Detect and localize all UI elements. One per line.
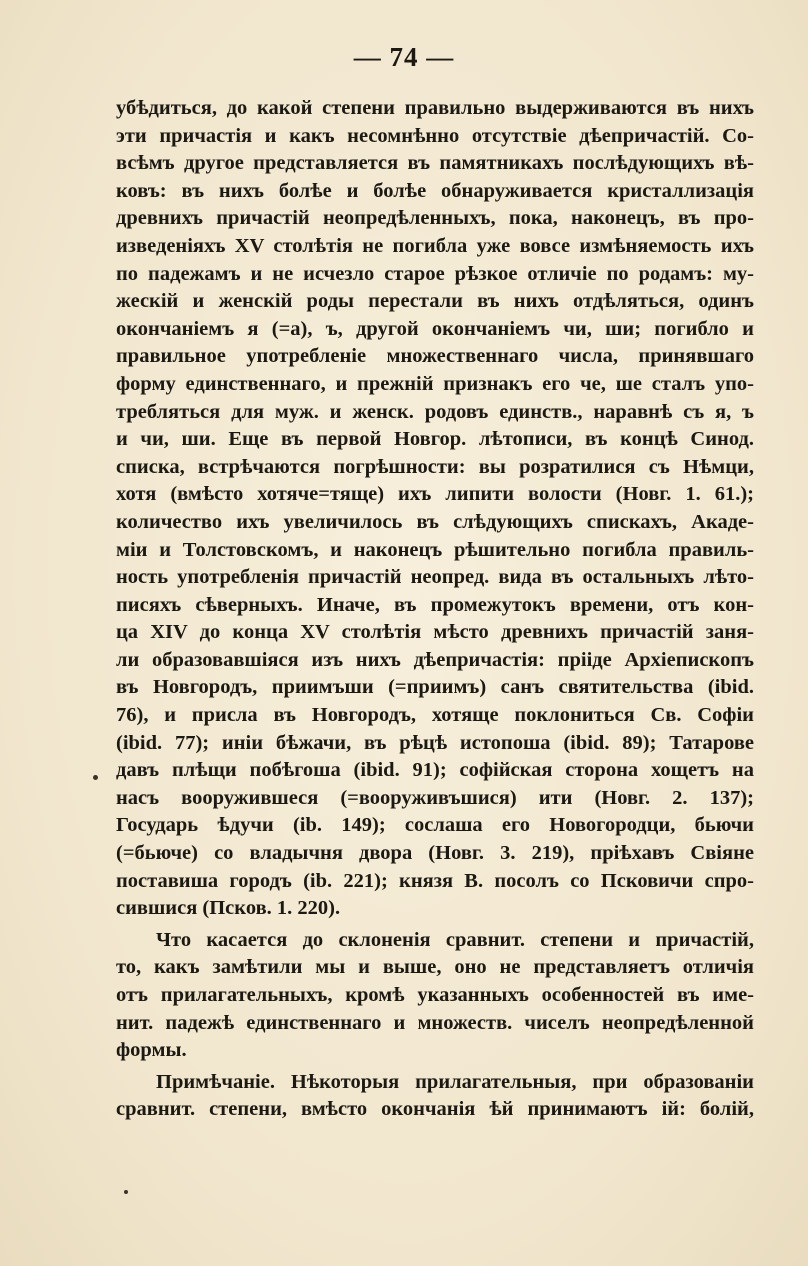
text-line: ли образовавшіяся изъ нихъ дѣепричастія: прііде Архіепископъ: [116, 648, 754, 671]
text-line: (ibid. 77); иніи бѣжачи, въ рѣцѣ истопоша (ibid. 89); Татарове: [116, 731, 754, 754]
text-line: насъ вооружившеся (=вооруживъшися) ити (Новг. 2. 137);: [116, 786, 754, 809]
text-line: по падежамъ и не исчезло старое рѣзкое отличіе по родамъ: му-: [116, 262, 754, 285]
text-line: нит. падежѣ единственнаго и множеств. чиселъ неопредѣленной: [116, 1011, 754, 1034]
text-line: поставиша городъ (ib. 221); князя В. посолъ со Псковичи спро-: [116, 869, 754, 892]
ink-speck: [124, 1190, 128, 1194]
paragraph-3: [116, 1069, 754, 1124]
paragraph-1: [116, 95, 754, 923]
paragraph-2: [116, 927, 754, 1065]
text-line: правильное употребленіе множественнаго числа, принявшаго: [116, 345, 754, 368]
text-line: писяхъ сѣверныхъ. Иначе, въ промежутокъ времени, отъ кон-: [116, 593, 754, 616]
page-number: — 74 —: [353, 42, 455, 72]
text-line: жескій и женскій роды перестали въ нихъ отдѣляться, одинъ: [116, 290, 754, 313]
text-line: ковъ: въ нихъ болѣе и болѣе обнаруживается кристаллизація: [116, 179, 754, 202]
text-line: сравнит. степени, вмѣсто окончанія ѣй принимаютъ ій: болій,: [116, 1098, 754, 1121]
text-line: количество ихъ увеличилось въ слѣдующихъ спискахъ, Акаде-: [116, 510, 754, 533]
text-line: давъ плѣщи побѣгоша (ibid. 91); софійская сторона хощетъ на: [116, 759, 754, 782]
text-line: то, какъ замѣтили мы и выше, оно не представляетъ отличія: [116, 956, 754, 979]
text-line: Примѣчаніе. Нѣкоторыя прилагательныя, при образованіи: [156, 1070, 754, 1093]
ink-speck: [93, 775, 98, 780]
text-line: убѣдиться, до какой степени правильно выдерживаются въ нихъ: [116, 97, 754, 119]
text-line: Государь ѣдучи (ib. 149); сослаша его Новогородци, бьючи: [116, 814, 754, 837]
text-line: сившися (Псков. 1. 220).: [116, 897, 341, 920]
body-text: [116, 95, 754, 1124]
text-line: эти причастія и какъ несомнѣнно отсутствіе дѣепричастій. Со-: [116, 124, 754, 147]
text-line: всѣмъ другое представляется въ памятникахъ послѣдующихъ вѣ-: [116, 152, 754, 175]
text-line: міи и Толстовскомъ, и наконецъ рѣшительно погибла правиль-: [116, 538, 754, 561]
text-line: и чи, ши. Еще въ первой Новгор. лѣтописи, въ концѣ Синод.: [116, 428, 754, 451]
text-line: хотя (вмѣсто хотяче=тяще) ихъ липити волости (Новг. 1. 61.);: [116, 483, 754, 506]
text-line: древнихъ причастій неопредѣленныхъ, пока, наконецъ, въ про-: [116, 207, 754, 230]
text-line: требляться для муж. и женск. родовъ единств., наравнѣ съ я, ъ: [116, 400, 754, 423]
text-line: ца XIV до конца XV столѣтія мѣсто древнихъ причастій заня-: [116, 621, 754, 644]
text-line: списка, встрѣчаются погрѣшности: вы розратилися съ Нѣмци,: [116, 455, 754, 478]
text-line: ность употребленія причастій неопред. вида въ остальныхъ лѣто-: [116, 566, 754, 589]
text-line: 76), и присла въ Новгородъ, хотяще поклониться Св. Софіи: [116, 704, 754, 727]
text-line: въ Новгородъ, приимъши (=приимъ) санъ святительства (ibid.: [116, 676, 754, 699]
text-line: формы.: [116, 1039, 187, 1062]
text-line: (=бьюче) со владычня двора (Новг. 3. 219), пріѣхавъ Свіяне: [116, 842, 754, 865]
text-line: форму единственнаго, и прежній признакъ его че, ше сталъ упо-: [116, 372, 754, 395]
text-line: Что касается до склоненія сравнит. степени и причастій,: [156, 928, 754, 951]
text-line: отъ прилагательныхъ, кромѣ указанныхъ особенностей въ име-: [116, 984, 754, 1006]
text-line: изведеніяхъ XV столѣтія не погибла уже вовсе измѣняемость ихъ: [116, 234, 754, 257]
text-line: окончаніемъ я (=а), ъ, другой окончаніемъ чи, ши; погибло и: [116, 317, 754, 340]
